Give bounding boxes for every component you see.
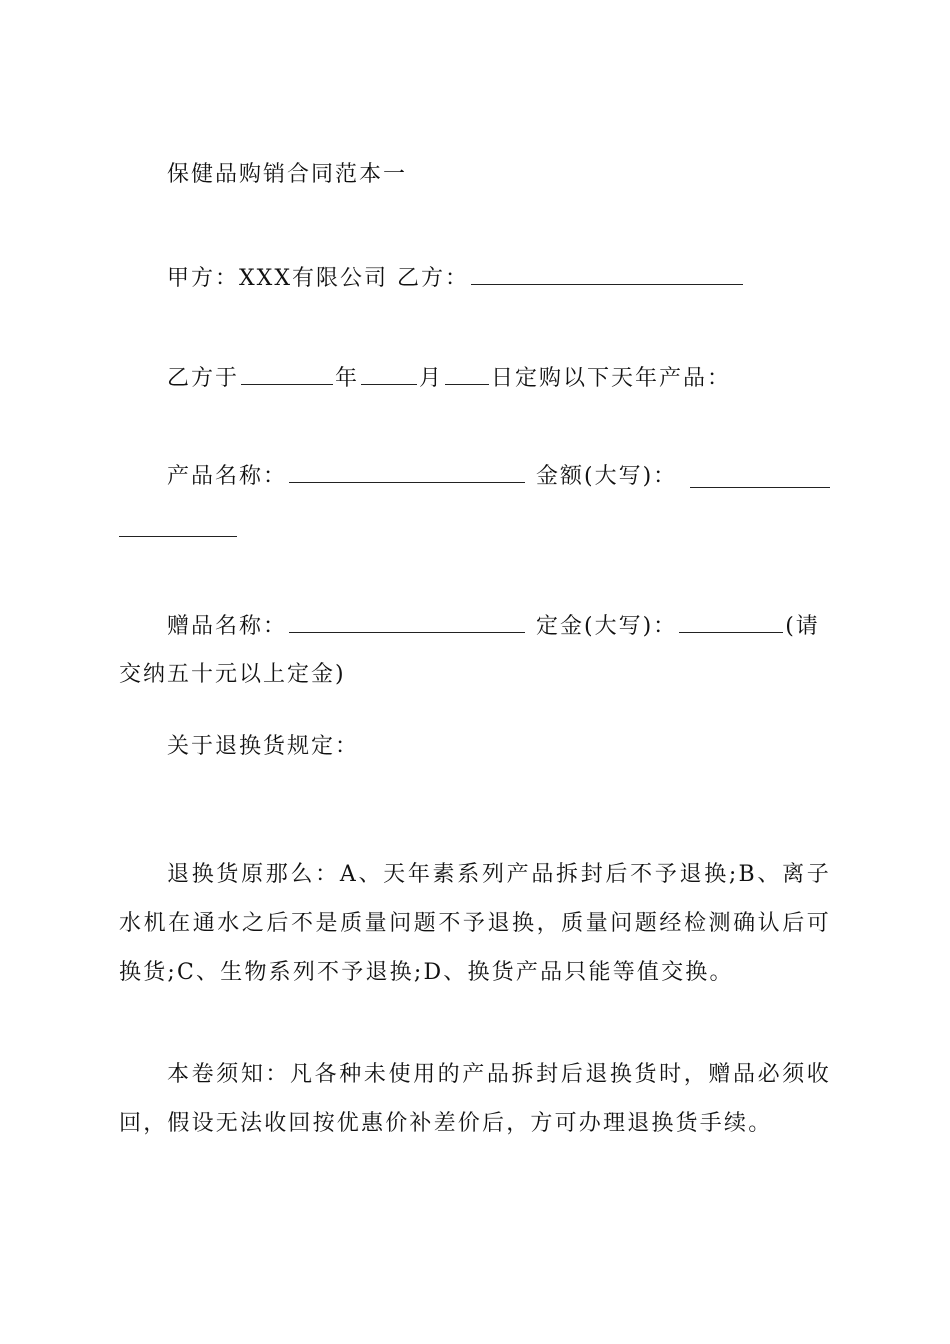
product-name-blank [289, 464, 525, 483]
party-b-label: 乙方： [397, 266, 470, 291]
notice-paragraph: 本卷须知：凡各种未使用的产品拆封后退换货时，赠品必须收回，假设无法收回按优惠价补差价后，方可办理退换货手续。 [119, 1062, 831, 1136]
deposit-blank [679, 614, 783, 633]
amount-blank-continued [119, 535, 237, 537]
gift-name-blank [289, 614, 525, 633]
order-prefix: 乙方于 [167, 366, 240, 391]
deposit-label: 定金(大写)： [536, 614, 678, 639]
order-date-line [167, 366, 831, 391]
gift-name-label: 赠品名称： [167, 614, 288, 639]
parties-line [167, 266, 831, 291]
document-title: 保健品购销合同范本一 [167, 162, 408, 187]
amount-label: 金额(大写)： [536, 464, 678, 489]
amount-blank [690, 486, 830, 488]
party-a-label: 甲方： [167, 266, 240, 291]
gift-line [167, 614, 831, 639]
year-label: 年 [335, 366, 360, 391]
deposit-note-line: 交纳五十元以上定金) [119, 662, 346, 687]
deposit-note-start: (请 [785, 614, 820, 639]
day-suffix: 日定购以下天年产品： [491, 366, 732, 391]
party-b-blank [471, 266, 743, 285]
year-blank [241, 366, 333, 385]
day-blank [445, 366, 489, 385]
month-label: 月 [419, 366, 444, 391]
return-policy-title: 关于退换货规定： [167, 734, 360, 759]
party-a-value: XXX有限公司 [239, 266, 389, 291]
month-blank [361, 366, 417, 385]
product-name-label: 产品名称： [167, 464, 288, 489]
return-policy-rules: 退换货原那么：A、天年素系列产品拆封后不予退换;B、离子水机在通水之后不是质量问题不予退换，质量问题经检测确认后可换货;C、生物系列不予退换;D、换货产品只能等值交换。 [119, 862, 831, 985]
